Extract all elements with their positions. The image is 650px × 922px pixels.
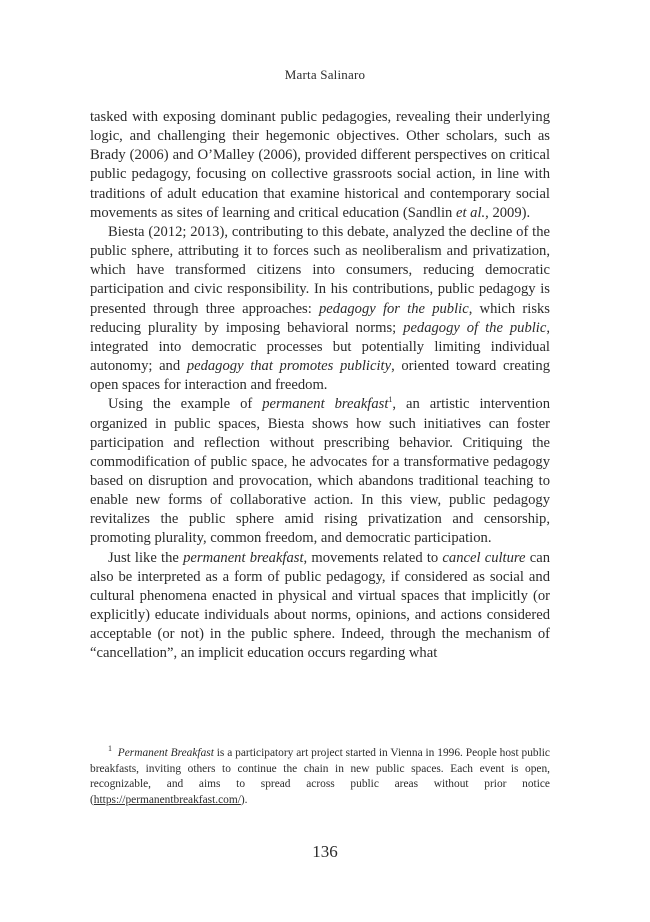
italic-phrase: et al.	[455, 204, 486, 221]
text-run: , movements related to	[303, 549, 443, 566]
italic-phrase: pedagogy of the public	[403, 319, 547, 336]
running-head: Marta Salinaro	[284, 67, 366, 82]
text-run: , integrated into democratic processes but potentially limiting individual autonomy; and	[90, 319, 550, 375]
text-run: tasked with exposing dominant public pedagogies, revealing their underlying logic, and challenging their hegemonic objectives. Other scholars, such as Brady (2006) and O’Malley (2006), provided different perspectives on critical public pedagogy, focusing on collective grassroots social action, in line with traditions of adult education that examine historical and contemporary social movements as sites of learning and critical education (Sandlin	[90, 109, 550, 221]
italic-phrase: pedagogy that promotes publicity	[186, 358, 392, 375]
paragraph-3	[90, 395, 550, 548]
text-run: , which risks reducing plurality by imposing behavioral norms;	[90, 300, 550, 336]
paragraph-4	[90, 549, 550, 664]
italic-phrase: permanent breakfast	[262, 396, 389, 413]
footnote-marker: 1	[108, 744, 112, 754]
text-run: , 2009).	[485, 204, 531, 221]
footnote	[90, 746, 550, 808]
text-run: , an artistic intervention organized in public spaces, Biesta shows how such initiatives can foster participation and reflection without prescribing behavior. Critiquing the commodification of public space, he advocates for a transformative pedagogy based on disruption and provocation, which abandons traditional teaching to enable new forms of collaborative action. In this view, public pedagogy revitalizes the public sphere amid rising privatization and censorship, promoting plurality, common freedom, and democratic participation.	[90, 396, 550, 547]
footnote-link[interactable]: https://permanentbreakfast.com/	[93, 793, 241, 806]
italic-phrase: pedagogy for the public	[319, 300, 469, 317]
footnote-1	[90, 746, 550, 808]
italic-phrase: Permanent Breakfast	[117, 747, 214, 759]
footnote-text	[90, 747, 550, 806]
body-text	[90, 108, 550, 664]
italic-phrase: cancel culture	[442, 549, 526, 566]
text-run: ).	[240, 793, 248, 806]
italic-phrase: permanent breakfast	[183, 549, 304, 566]
text-run: Just like the	[108, 549, 184, 566]
text-run: , oriented toward creating open spaces for interaction and freedom.	[90, 358, 551, 394]
text-run: Biesta (2012; 2013), contributing to this debate, analyzed the decline of the public sphere, attributing it to forces such as neoliberalism and privatization, which have transformed citizens into consumers, reducing democratic participation and civic responsibility. In his contributions, public pedagogy is presented through three approaches:	[90, 223, 550, 317]
page-number: 136	[312, 842, 338, 861]
footnote-ref: 1	[388, 395, 393, 405]
text-run: is a participatory art project started in Vienna in 1996. People host public breakfasts, inviting others to continue the chain in new public spaces. Each event is open, recognizable, and aims to spread across public areas without prior notice (	[90, 747, 550, 806]
text-run: can also be interpreted as a form of public pedagogy, if considered as social and cultural phenomena enacted in physical and virtual spaces that implicitly (or explicitly) educate individuals about norms, opinions, and actions considered acceptable (or not) in the public sphere. Indeed, through the mechanism of “cancellation”, an implicit education occurs regarding what	[90, 549, 551, 662]
paragraph-2	[90, 223, 550, 395]
text-run: Using the example of	[108, 396, 263, 413]
paragraph-1	[90, 108, 550, 223]
